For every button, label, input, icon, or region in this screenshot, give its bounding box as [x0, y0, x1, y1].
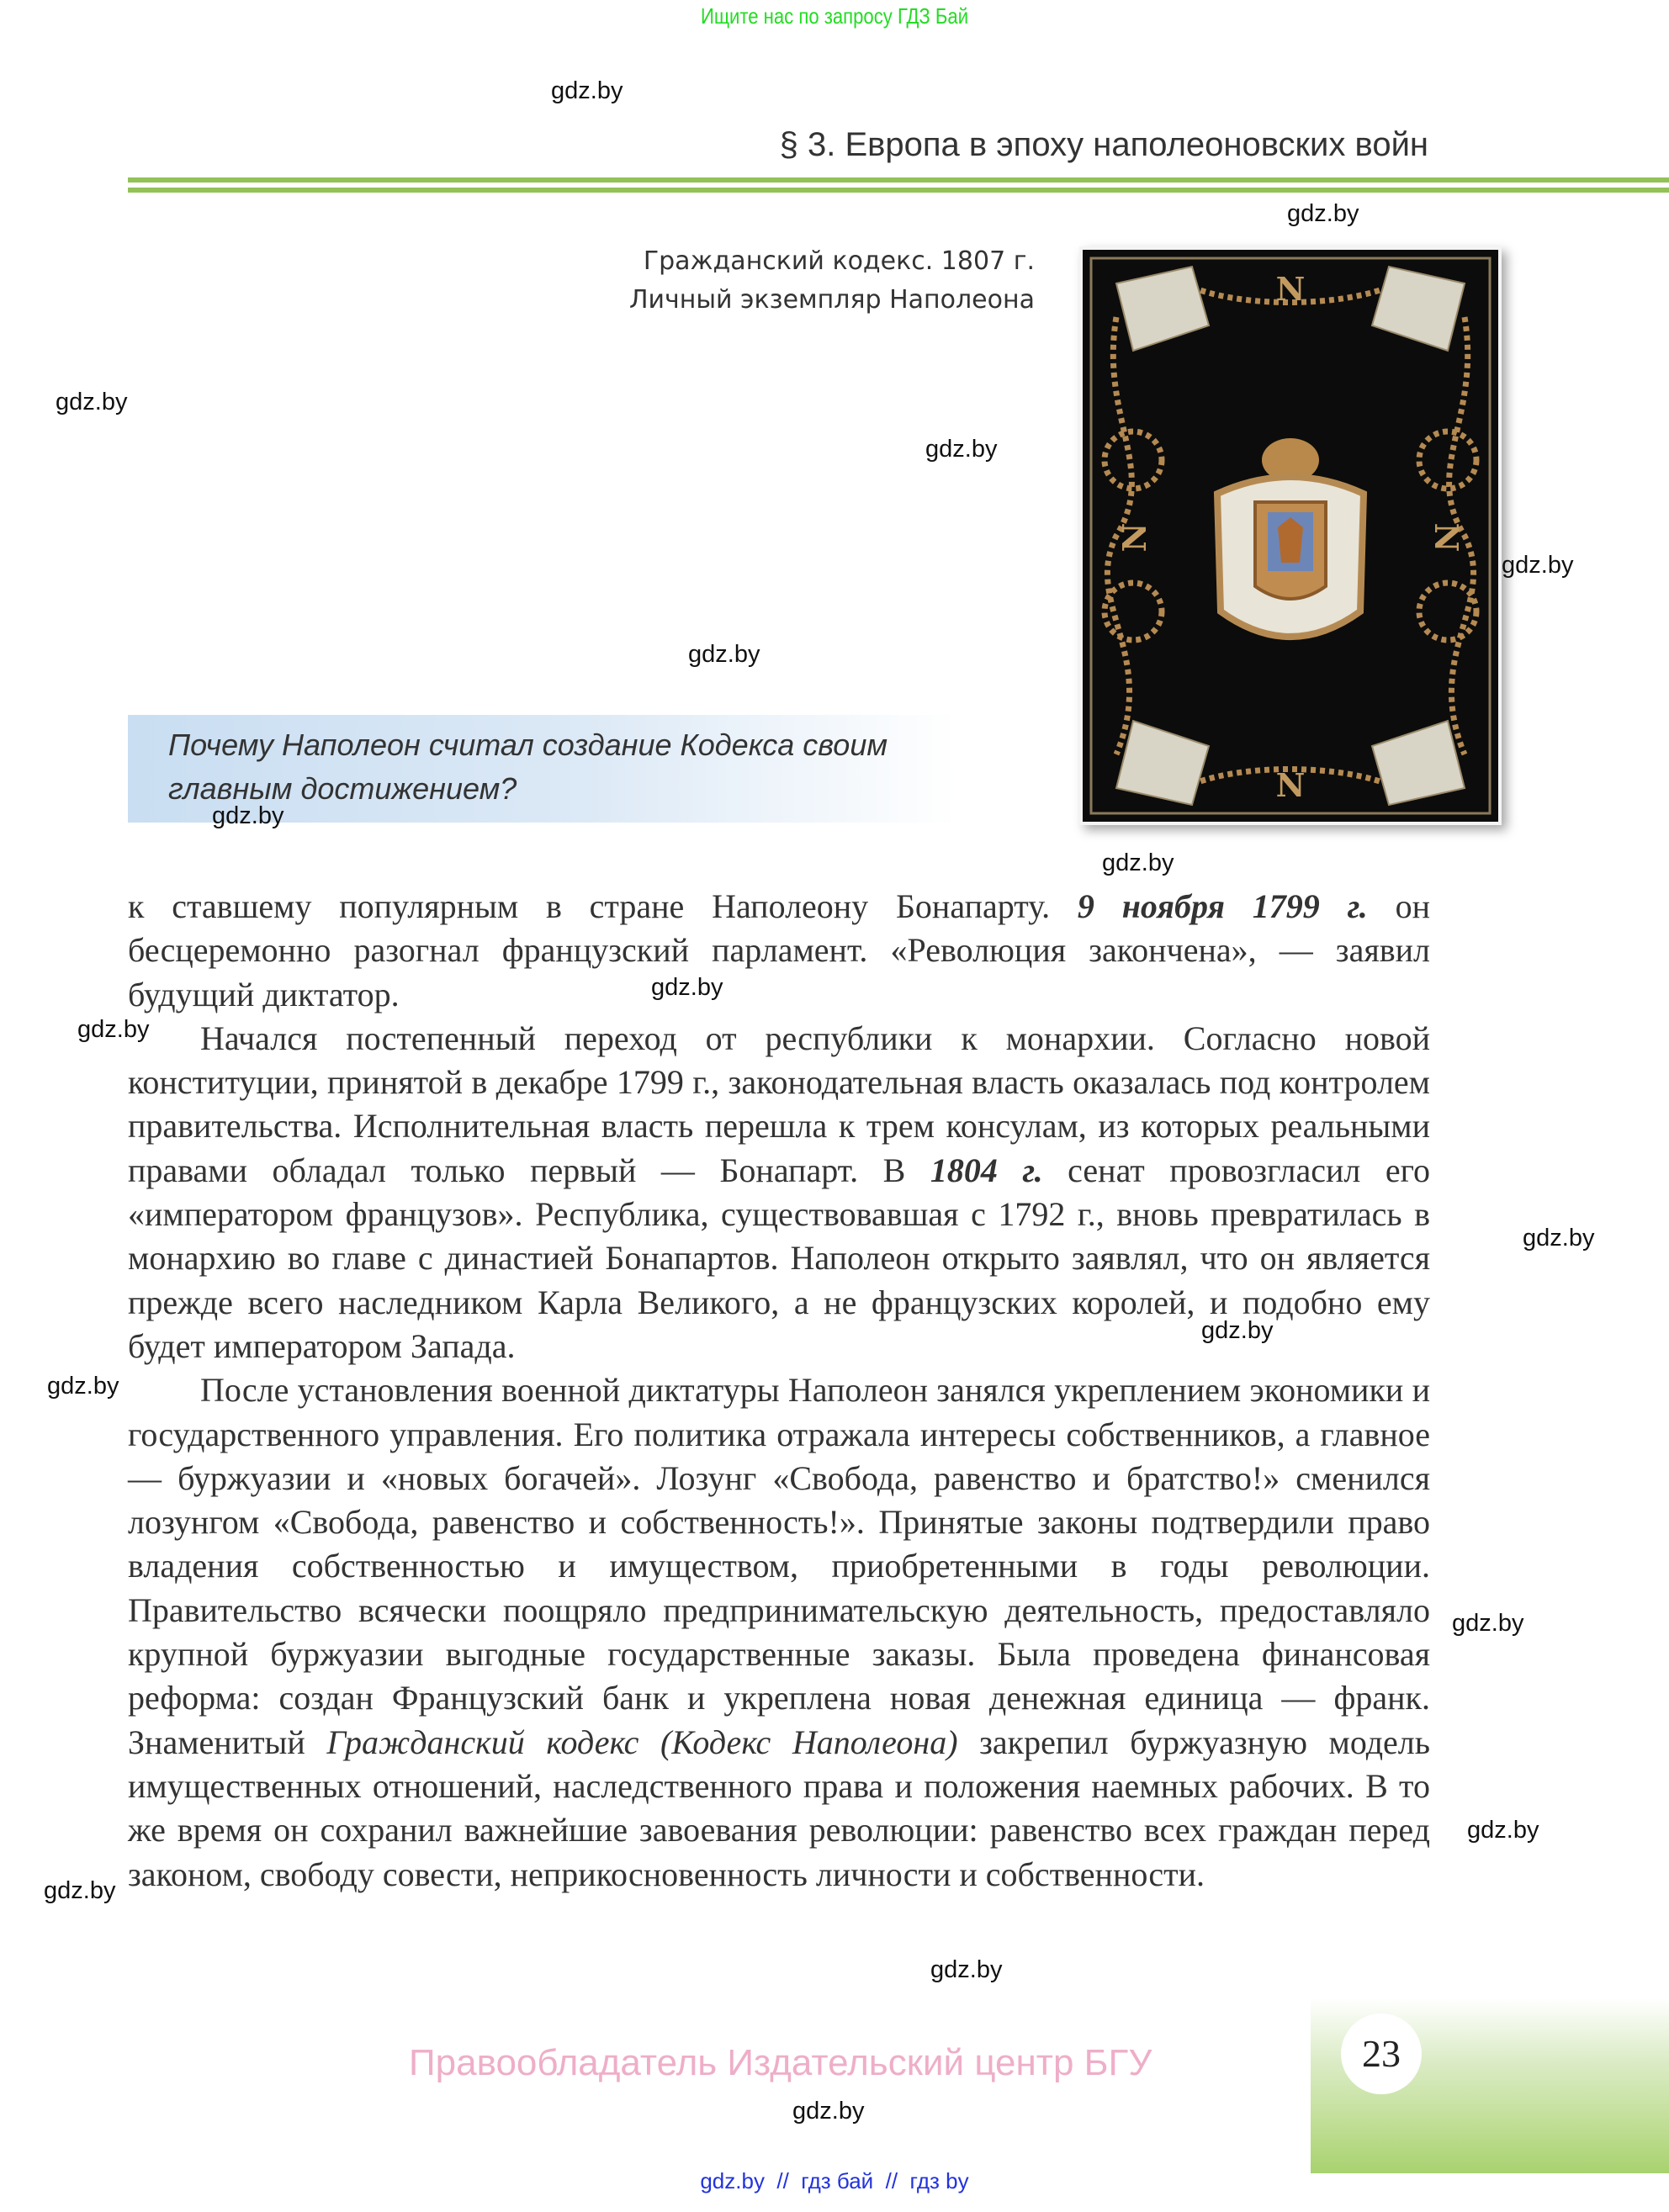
watermark: gdz.by: [925, 436, 998, 463]
watermark: gdz.by: [1102, 849, 1174, 876]
watermark: gdz.by: [792, 2098, 865, 2125]
search-banner: Ищите нас по запросу ГДЗ Бай: [700, 3, 969, 29]
paragraph-2: [128, 1017, 1430, 1368]
paragraph-1: [128, 885, 1430, 1017]
watermark: gdz.by: [1452, 1610, 1524, 1637]
date-highlight: 9 ноября 1799 г.: [1077, 887, 1368, 925]
copyright-notice: Правообладатель Издательский центр БГУ: [409, 2042, 1152, 2083]
bottom-links[interactable]: gdz.by // гдз бай // гдз by: [700, 2168, 969, 2193]
term-highlight: Гражданский кодекс (Кодекс Наполеона): [326, 1723, 958, 1761]
text-run: После установления военной диктатуры Наполеон занялся укреплением экономики и государственного управления. Его политика отражала интересы собственников, а главное — буржуазии и «новых богачей». Лозунг «Свобода, равенство и братство!» сменился лозунгом «Свобода, равенство и собственность!». Принятые законы подтвердили право владения собственностью и имуществом, приобретенными в годы революции. Правительство всячески поощряло предпринимательскую деятельность, предоставляло крупной буржуазии выгодные государственные заказы. Была проведена финансовая реформа: создан Французский банк и укреплена новая денежная единица — франк. Знаменитый: [128, 1371, 1430, 1761]
watermark: gdz.by: [688, 641, 760, 668]
svg-text:N: N: [1275, 766, 1306, 804]
text-run: к ставшему популярным в стране Наполеону Бонапарту.: [128, 887, 1078, 925]
caption-line-2: Личный экземпляр Наполеона: [628, 285, 1035, 315]
page-number-corner: [1311, 1998, 1669, 2173]
section-title: § 3. Европа в эпоху наполеоновских войн: [779, 126, 1428, 163]
watermark: gdz.by: [1467, 1817, 1539, 1844]
watermark: gdz.by: [930, 1956, 1003, 1983]
watermark: gdz.by: [77, 1016, 150, 1043]
text-run: закрепил буржуазную модель имущественных отношений, наследственного права и положения наемных рабочих. В то же время он сохранил важнейшие завоевания революции: равенство всех граждан перед законом, свободу совести, неприкосновенность личности и собственности.: [128, 1723, 1431, 1893]
page-number: 23: [1341, 2014, 1422, 2094]
text-run: сенат провозгласил его «императором французов». Республика, существовавшая с 1792 г., вновь превратилась в монархию во главе с династией Бонапартов. Наполеон открыто заявлял, что он является прежде всего наследником Карла Великого, а не французских королей, и подобно ему будет императором Запада.: [128, 1151, 1430, 1365]
embroidered-cover-icon: [1083, 250, 1498, 822]
body-text: [128, 885, 1430, 1897]
watermark: gdz.by: [651, 974, 723, 1001]
svg-text:N: N: [1428, 522, 1465, 553]
svg-text:N: N: [1275, 270, 1306, 308]
civil-code-cover-image: [1079, 246, 1502, 825]
svg-text:N: N: [1115, 522, 1153, 553]
question-text: Почему Наполеон считал создание Кодекса своим главным достижением?: [168, 728, 888, 806]
watermark: gdz.by: [1523, 1225, 1595, 1252]
watermark: gdz.by: [1201, 1317, 1274, 1344]
watermark: gdz.by: [212, 802, 284, 829]
date-highlight: 1804 г.: [930, 1151, 1043, 1189]
text-run: он бесцеремонно разогнал французский парламент. «Революция закончена», — заявил будущий диктатор.: [128, 887, 1430, 1013]
text-run: Начался постепенный переход от республики к монархии. Согласно новой конституции, принятой в декабре 1799 г., законодательная власть оказалась под контролем правительства. Исполнительная власть перешла к трем консулам, из которых реальными правами обладал только первый — Бонапарт. В: [128, 1019, 1430, 1189]
paragraph-3: [128, 1368, 1430, 1897]
watermark: gdz.by: [56, 389, 128, 415]
watermark: gdz.by: [1502, 552, 1574, 579]
watermark: gdz.by: [551, 77, 623, 104]
watermark: gdz.by: [47, 1373, 119, 1400]
watermark: gdz.by: [1287, 200, 1359, 227]
header-rule-top: [128, 177, 1669, 183]
header-rule-bottom: [128, 188, 1669, 193]
figure-caption: [629, 242, 1035, 320]
watermark: gdz.by: [44, 1877, 116, 1904]
caption-line-1: Гражданский кодекс. 1807 г.: [643, 246, 1035, 276]
